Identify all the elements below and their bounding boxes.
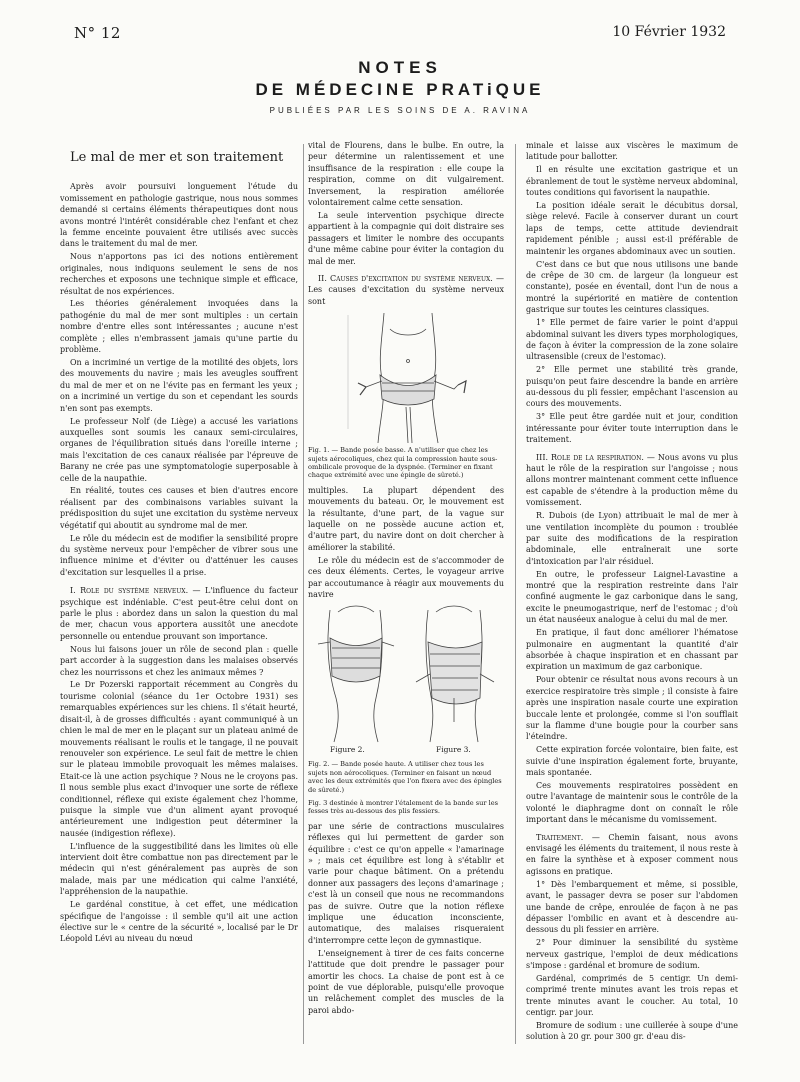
issue-number: N° 12: [74, 24, 121, 42]
figures-2-3: [308, 602, 504, 756]
paragraph: Ces mouvements respiratoires possèdent en outre l'avantage de maintenir sous le contrôle de la volonté le diaphragme dont on connaît le rôle important dans le mécanisme du vomissement.: [526, 780, 738, 825]
paragraph: 2° Pour diminuer la sensibilité du système nerveux gastrique, l'emploi de deux médications s'impose : gardénal et bromure de sodium.: [526, 938, 738, 971]
figure-3-label: Figure 3.: [436, 745, 471, 755]
column-3: [526, 140, 738, 1052]
column-1: [60, 140, 298, 1040]
masthead-subtitle: PUBLIÉES PAR LES SOINS DE A. RAVINA: [269, 106, 531, 115]
paragraph: Bromure de sodium : une cuillerée à soupe d'une solution à 20 gr. pour 300 gr. d'eau dis-: [526, 1021, 738, 1042]
paragraph: Le rôle du médecin est de modifier la sensibilité propre du système nerveux pour l'empêcher de vibrer sous une influence minime et d'éviter ou d'atténuer les causes d'excitation sur lesquelles il a prise.: [60, 533, 298, 577]
issue-date: 10 Février 1932: [612, 24, 726, 40]
section-2-heading: II. Causes d'excitation du système nerveux.: [318, 273, 493, 283]
figure-1-illustration: [308, 309, 504, 445]
masthead-line1: NOTES: [358, 58, 442, 77]
paragraph: par une série de contractions musculaires réflexes qui lui permettent de garder son équilibre : c'est ce qu'on appelle « l'amarinage » ; mais cet équilibre est long à s'établir et varie pour chaque bâtiment. On a prétendu donner aux passagers des leçons d'amarinage ; c'est là un conseil que nous ne recommandons pas de suivre. Outre que la notion réflexe implique une éducation inconsciente, automatique, des malaises risqueraient d'interrompre cette leçon de gymnastique.: [308, 821, 504, 945]
column-rule-right: [515, 144, 516, 1044]
paragraph: La seule intervention psychique directe appartient à la compagnie qui doit distraire ses passagers et limiter le nombre des occupants d'une même cabine pour éviter la contagion du mal de mer.: [308, 210, 504, 266]
figure-1: [308, 309, 504, 480]
column-2: [308, 140, 504, 1052]
paragraph: Nous lui faisons jouer un rôle de second plan : quelle part accorder à la suggestion dans les malaises observés chez les nourrissons et chez les animaux mêmes ?: [60, 644, 298, 677]
figures-2-3-illustration: [308, 602, 504, 744]
paragraph: 1° Elle permet de faire varier le point d'appui abdominal suivant les divers types morphologiques, de façon à éviter la compression de la zone solaire ultrasensible (creux de l'estomac).: [526, 318, 738, 362]
section-2-paragraph: [308, 273, 504, 307]
section-3-lead: — Nous avons vu plus haut le rôle de la respiration sur l'angoisse ; nous allons montrer maintenant comment cette influence est capable de s'étendre à la production même du vomissement.: [526, 452, 738, 508]
paragraph: multiples. La plupart dépendent des mouvements du bateau. Or, le mouvement est la résultante, d'une part, de la vague sur laquelle on ne possède aucune action et, d'autre part, du navire dont on doit chercher à améliorer la stabilité.: [308, 485, 504, 552]
paragraph: 2° Elle permet une stabilité très grande, puisqu'on peut faire descendre la bande en arrière au-dessous du pli fessier, empêchant l'ascension au cours des mouvements.: [526, 365, 738, 409]
section-2-lead: — Les causes d'excitation du système nerveux sont: [308, 273, 504, 306]
column-rule-left: [303, 144, 304, 1044]
paragraph: L'enseignement à tirer de ces faits concerne l'attitude que doit prendre le passager pour amortir les chocs. La chaise de pont est à ce point de vue déplorable, puisqu'elle provoque un relâchement complet des muscles de la paroi abdo-: [308, 948, 504, 1015]
paragraph: Nous n'apportons pas ici des notions entièrement originales, nous indiquons seulement le sens de nos recherches et exposons une technique simple et efficace, résultat de nos expériences.: [60, 252, 298, 296]
paragraph: Pour obtenir ce résultat nous avons recours à un exercice respiratoire très simple ; il consiste à faire après une inspiration nasale courte une expiration buccale lente et prolongée, comme si l'on soufflait sur la flamme d'une bougie pour la courber sans l'éteindre.: [526, 675, 738, 742]
paragraph: Le Dr Pozerski rapportait récemment au Congrès du tourisme colonial (séance du 1er Octobre 1931) ses remarquables expériences sur les chiens. Il s'était heurté, disait-il, à de grosses difficultés : ayant communiqué à un chien le mal de mer en le plaçant sur un plateau animé de mouvements réalisant le roulis et le tangage, il ne pouvait renouveler son expérience. Le seul fait de mettre le chien sur le plateau immobile provoquait les mêmes malaises. Etait-ce là une action psychique ? Nous ne le croyons pas. Il nous semble plus exact d'invoquer une sorte de réflexe conditionnel, réflexe qui existe également chez l'homme, puisque la simple vue d'un aliment ayant provoqué antérieurement une indigestion peut déterminer la nausée (indigestion réflexe).: [60, 680, 298, 838]
paragraph: R. Dubois (de Lyon) attribuait le mal de mer à une ventilation incomplète du poumon : troublée par suite des modifications de la respiration abdominale, elle entraînerait une sorte d'intoxication par l'air résiduel.: [526, 511, 738, 566]
paragraph: En pratique, il faut donc améliorer l'hématose pulmonaire en augmentant la quantité d'air absorbée à chaque inspiration et en chassant par expiration un maximum de gaz carbonique.: [526, 628, 738, 672]
paragraph: 3° Elle peut être gardée nuit et jour, condition intéressante pour éviter toute interruption dans le traitement.: [526, 412, 738, 445]
paragraph: L'influence de la suggestibilité dans les limites où elle intervient doit être combattue non pas directement par le médecin qui n'est généralement pas auprès de son malade, mais par une médication qui calme l'anxiété, l'appréhension de la naupathie.: [60, 841, 298, 897]
section-1-paragraph: [60, 585, 298, 642]
paragraph: Cette expiration forcée volontaire, bien faite, est suivie d'une inspiration également forte, bruyante, mais spontanée.: [526, 745, 738, 778]
paragraph: Il en résulte une excitation gastrique et un ébranlement de tout le système nerveux abdominal, toutes conditions qui favorisent la naupathie.: [526, 165, 738, 198]
section-4-paragraph: [526, 832, 738, 878]
figure-2-caption: Fig. 2. — Bande posée haute. A utiliser chez tous les sujets non aérocoliques. (Terminer en faisant un nœud avec les deux extrémités que l'on fixera avec des épingles de sûreté.): [308, 760, 502, 794]
section-4-heading: Traitement.: [536, 832, 584, 842]
paragraph: minale et laisse aux viscères le maximum de latitude pour ballotter.: [526, 141, 738, 162]
paragraph: Après avoir poursuivi longuement l'étude du vomissement en pathologie gastrique, nous nous sommes demandé si certains éléments thérapeutiques dont nous avons montré l'intérêt considérable chez l'enfant et chez la femme enceinte pouvaient être utilisés avec succès dans le traitement du mal de mer.: [60, 182, 298, 249]
article-title: Le mal de mer et son traitement: [70, 150, 284, 165]
paragraph: Le gardénal constitue, à cet effet, une médication spécifique de l'angoisse : il semble qu'il ait une action élective sur le « centre de la sécurité », localisé par le Dr Léopold Lévi au niveau du nœud: [60, 900, 298, 944]
figure-3-caption: Fig. 3 destinée à montrer l'étalement de la bande sur les fesses très au-dessous des plis fessiers.: [308, 799, 499, 816]
section-4-lead: — Chemin faisant, nous avons envisagé les éléments du traitement, il nous reste à en faire la synthèse et à exposer comment nous agissons en pratique.: [526, 832, 738, 876]
paragraph: 1° Dès l'embarquement et même, si possible, avant, le passager devra se poser sur l'abdomen une bande de crêpe, enroulée de façon à ne pas dépasser l'ombilic en avant et à descendre au-dessous du pli fessier en arrière.: [526, 879, 738, 935]
paragraph: En outre, le professeur Laignel-Lavastine a montré que la respiration restreinte dans l'air confiné augmente le gaz carbonique dans le sang, excite le pneumogastrique, nerf de l'estomac ; d'où un état nauséeux analogue à celui du mal de mer.: [526, 569, 738, 625]
paragraph: On a incriminé un vertige de la motilité des objets, lors des mouvements du navire ; mais les aveugles souffrent du mal de mer et on ne l'évite pas en fermant les yeux ; on a incriminé un vertige du son et cependant les sourds n'en sont pas exempts.: [60, 358, 298, 413]
section-3-heading: III. Role de la respiration.: [536, 452, 644, 462]
paragraph: En réalité, toutes ces causes et bien d'autres encore réalisent par des combinaisons variables suivant la prédisposition du sujet une excitation du système nerveux végétatif qui aboutit au syndrome mal de mer.: [60, 486, 298, 530]
paragraph: C'est dans ce but que nous utilisons une bande de crêpe de 30 cm. de largeur (la longueur est constante), posée en éventail, dont l'un de nous a montré la supériorité en matière de contention gastrique sur toutes les ceintures classiques.: [526, 259, 738, 315]
paragraph: Gardénal, comprimés de 5 centigr. Un demi-comprimé trente minutes avant les trois repas et trente minutes avant le coucher. Au total, 10 centigr. par jour.: [526, 973, 738, 1018]
section-1-lead: — L'influence du facteur psychique est indéniable. C'est peut-être celui dont on parle le plus : abordez dans un salon la question du mal de mer, chacun vous apportera aussitôt une anecdote personnelle ou entendue prouvant son importance.: [60, 586, 298, 641]
figure-1-caption: Fig. 1. — Bande posée basse. A n'utiliser que chez les sujets aérocoliques, chez qui la compression haute sous-ombilicale provoque de la dyspnée. (Terminer en fixant chaque extrémité avec une épingle de sûreté.): [308, 446, 498, 480]
paragraph: La position idéale serait le décubitus dorsal, siège relevé. Facile à conserver durant un court laps de temps, cette attitude deviendrait rapidement pénible ; aussi est-il préférable de maintenir les organes abdominaux avec un soutien.: [526, 201, 738, 256]
figure-2-label: Figure 2.: [330, 745, 365, 755]
section-1-heading: I. Role du système nerveux.: [70, 586, 189, 596]
paragraph: Les théories généralement invoquées dans la pathogénie du mal de mer sont multiples : un certain nombre d'entre elles sont intéressantes ; aucune n'est complète ; elles n'embrassent jamais qu'une partie du problème.: [60, 299, 298, 355]
paragraph: vital de Flourens, dans le bulbe. En outre, la peur détermine un ralentissement et une insuffisance de la respiration : elle coupe la respiration, comme on dit vulgairement. Inversement, la respiration améliorée volontairement calme cette sensation.: [308, 141, 504, 208]
section-3-paragraph: [526, 452, 738, 509]
paragraph: Le rôle du médecin est de s'accommoder de ces deux éléments. Certes, le voyageur arrive par accoutumance à réagir aux mouvements du navire: [308, 555, 504, 599]
paragraph: Le professeur Nolf (de Liège) a accusé les variations auxquelles sont soumis les canaux semi-circulaires, organes de l'équilibration situés dans l'oreille interne ; mais l'excitation de ces canaux réalisée par l'épreuve de Barany ne crée pas une symptomatologie superposable à celle de la naupathie.: [60, 416, 298, 483]
masthead-line2: DE MÉDECINE PRATiQUE: [255, 80, 545, 99]
